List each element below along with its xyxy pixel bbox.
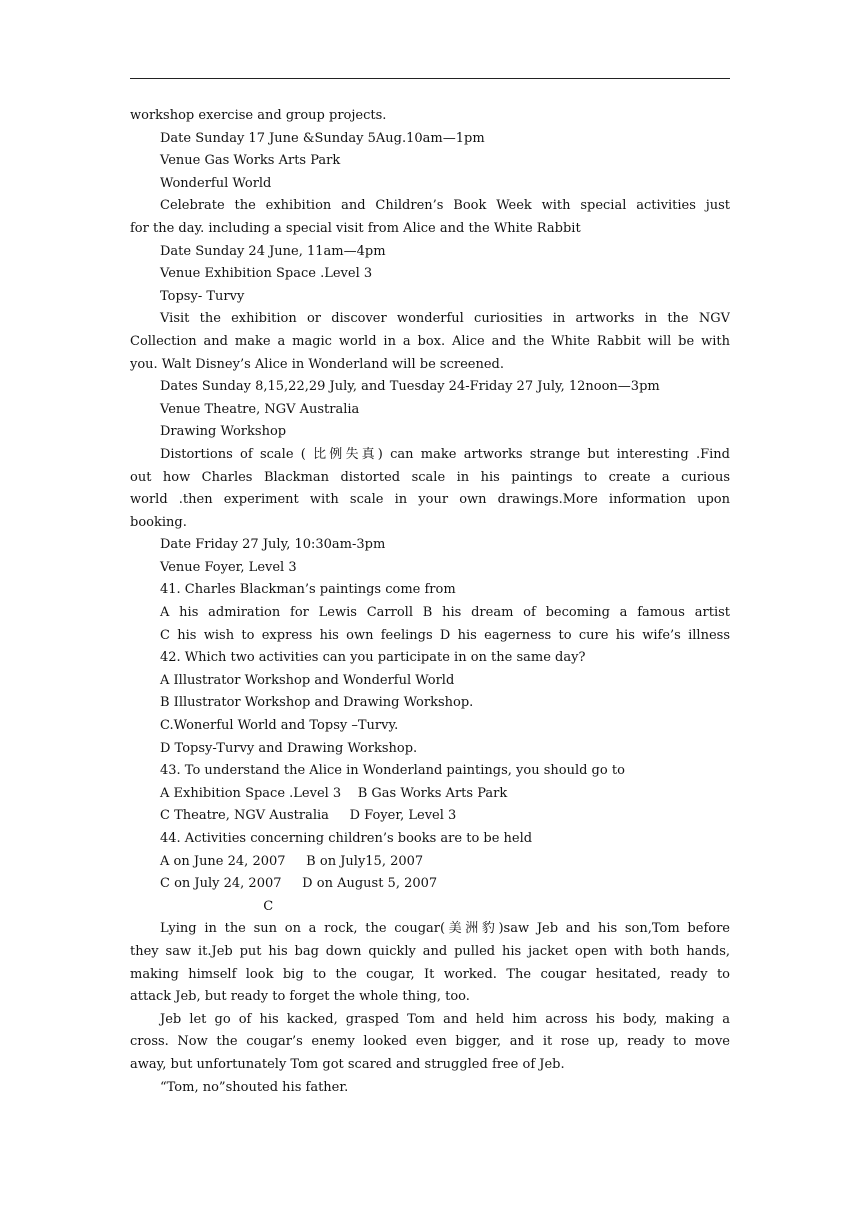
text-line: Date Friday 27 July, 10:30am-3pm	[160, 537, 386, 553]
text-line: Date Sunday 17 June &Sunday 5Aug.10am—1pm	[160, 130, 485, 146]
text-line: Wonderful World	[160, 175, 272, 191]
text-line: C on July 24, 2007 D on August 5, 2007	[160, 876, 438, 892]
text-line: Date Sunday 24 June, 11am—4pm	[160, 243, 386, 259]
text-line: Collection and make a magic world in a box. Alice and the White Rabbit will be with	[130, 333, 730, 349]
header-rule	[130, 78, 730, 79]
text-line: A his admiration for Lewis Carroll B his dream of becoming a famous artist	[160, 605, 730, 621]
text-line: 42. Which two activities can you participate in on the same day?	[160, 650, 586, 666]
text-line: 43. To understand the Alice in Wonderland paintings, you should go to	[160, 763, 625, 779]
text-line: out how Charles Blackman distorted scale in his paintings to create a curious	[130, 469, 730, 485]
text-line: Visit the exhibition or discover wonderful curiosities in artworks in the NGV	[160, 311, 730, 327]
text-line: B Illustrator Workshop and Drawing Workshop.	[160, 695, 474, 711]
text-line: Venue Theatre, NGV Australia	[160, 401, 360, 417]
text-line: “Tom, no”shouted his father.	[160, 1079, 349, 1095]
text-line: 41. Charles Blackman’s paintings come from	[160, 582, 456, 598]
text-line: D Topsy-Turvy and Drawing Workshop.	[160, 740, 418, 756]
text-line: C.Wonerful World and Topsy –Turvy.	[160, 718, 399, 734]
text-line: Venue Exhibition Space .Level 3	[160, 266, 373, 282]
text-line: away, but unfortunately Tom got scared and struggled free of Jeb.	[130, 1056, 565, 1072]
text-line: 44. Activities concerning children’s books are to be held	[160, 831, 533, 846]
text-line: A Exhibition Space .Level 3 B Gas Works Arts Park	[160, 785, 508, 801]
text-line: attack Jeb, but ready to forget the whole thing, too.	[130, 989, 470, 1005]
text-line: A Illustrator Workshop and Wonderful World	[160, 672, 455, 688]
text-line: Venue Foyer, Level 3	[160, 559, 297, 575]
text-line: Celebrate the exhibition and Children’s Book Week with special activities just	[160, 198, 730, 214]
text-line: they saw it.Jeb put his bag down quickly and pulled his jacket open with both hands,	[130, 943, 730, 959]
text-line: for the day. including a special visit from Alice and the White Rabbit	[130, 220, 581, 236]
text-line: booking.	[130, 514, 187, 530]
text-line: C	[160, 898, 274, 914]
text-line: Venue Gas Works Arts Park	[160, 153, 341, 169]
text-line: Jeb let go of his kacked, grasped Tom and held him across his body, making a	[160, 1011, 730, 1027]
text-line: Distortions of scale ( 比例失真) can make artworks strange but interesting .Find	[160, 446, 730, 462]
document-body	[130, 105, 730, 1099]
text-line: you. Walt Disney’s Alice in Wonderland will be screened.	[130, 356, 504, 372]
text-line: cross. Now the cougar’s enemy looked even bigger, and it rose up, ready to move	[130, 1034, 730, 1050]
text-line: making himself look big to the cougar, It worked. The cougar hesitated, ready to	[130, 966, 730, 982]
text-line: Lying in the sun on a rock, the cougar(美洲豹)saw Jeb and his son,Tom before	[160, 921, 730, 937]
text-line: Drawing Workshop	[160, 424, 287, 440]
text-line: Dates Sunday 8,15,22,29 July, and Tuesday 24-Friday 27 July, 12noon—3pm	[160, 379, 660, 395]
text-line: C Theatre, NGV Australia D Foyer, Level 3	[160, 808, 457, 824]
text-line: Topsy- Turvy	[160, 288, 245, 304]
text-line: workshop exercise and group projects.	[130, 108, 387, 123]
text-line: C his wish to express his own feelings D his eagerness to cure his wife’s illness	[160, 627, 730, 643]
text-line: world .then experiment with scale in your own drawings.More information upon	[130, 492, 730, 508]
text-line: A on June 24, 2007 B on July15, 2007	[160, 853, 424, 869]
